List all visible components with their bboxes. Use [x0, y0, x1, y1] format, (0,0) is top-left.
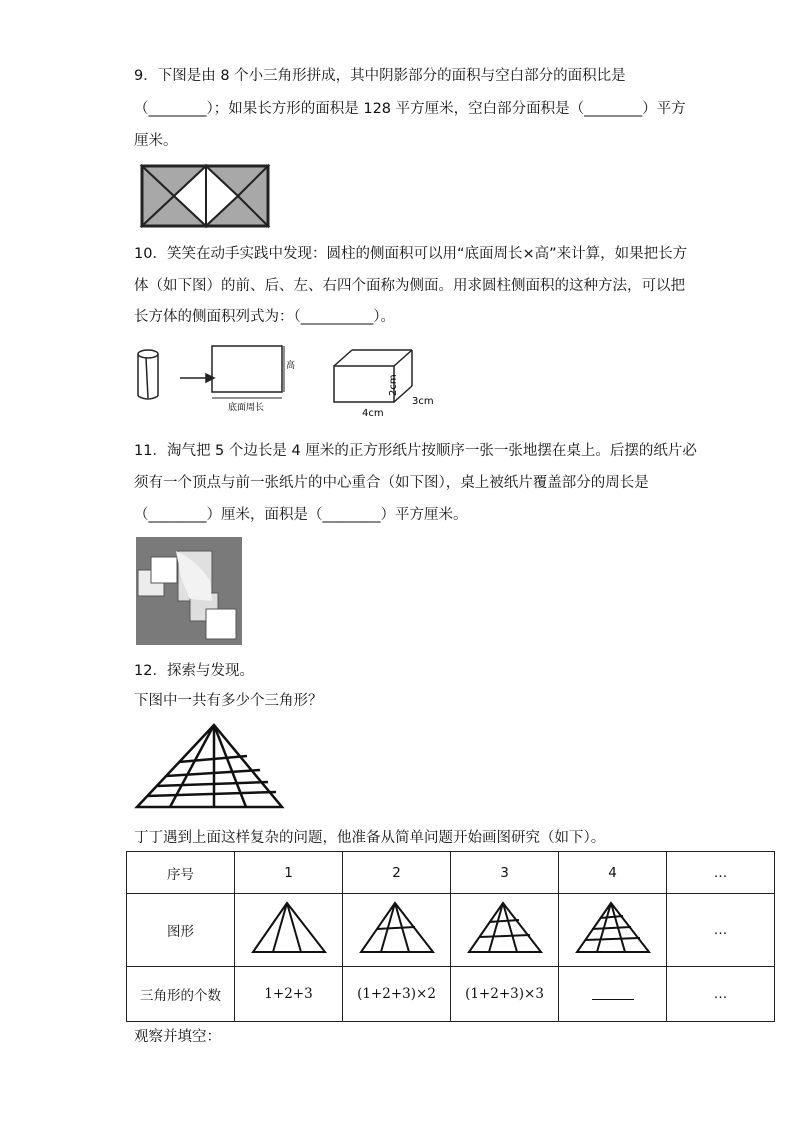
q10-line-2: 体（如下图）的前、后、左、右四个面称为侧面。用求圆柱侧面积的这种方法，可以把	[134, 278, 685, 294]
table-count-2: (1+2+3)×2	[343, 967, 451, 1022]
q10-dim-width: 3cm	[412, 396, 434, 407]
q9-rectangle-figure	[138, 162, 272, 230]
table-index-2: 2	[343, 852, 451, 894]
q10-dim-length: 4cm	[362, 408, 384, 419]
q12-research-table	[126, 851, 775, 1022]
table-count-1: 1+2+3	[235, 967, 343, 1022]
table-row	[127, 967, 775, 1022]
table-figure-3	[451, 894, 559, 967]
table-header-index-label: 序号	[127, 852, 235, 894]
table-figure-ellipsis: …	[667, 894, 775, 967]
table-figure-1	[235, 894, 343, 967]
table-figure-4	[559, 894, 667, 967]
q11-line-3: （________）厘米，面积是（________）平方厘米。	[134, 507, 468, 523]
q9-line-3: 厘米。	[134, 133, 178, 149]
q12-big-triangle-figure	[134, 722, 286, 810]
q11-paper-squares-figure	[136, 537, 242, 645]
table-row	[127, 852, 775, 894]
q10-unrolled-rectangle	[212, 346, 282, 392]
q9-line-1: 9．下图是由 8 个小三角形拼成，其中阴影部分的面积与空白部分的面积比是	[134, 68, 626, 84]
table-count-4-blank[interactable]	[559, 967, 667, 1022]
q12-observe: 观察并填空：	[134, 1029, 221, 1045]
q11-square-2	[151, 557, 177, 583]
q10-open-cylinder	[138, 350, 158, 399]
q12-intro: 丁丁遇到上面这样复杂的问题，他准备从简单问题开始画图研究（如下）。	[134, 830, 606, 846]
answer-blank[interactable]	[592, 985, 634, 1000]
q12-question: 下图中一共有多少个三角形？	[134, 693, 323, 709]
q10-dim-height: 2cm	[388, 374, 399, 396]
q10-cuboid	[334, 350, 412, 402]
q12-title: 12．探索与发现。	[134, 663, 254, 679]
q9-line-2: （________）；如果长方形的面积是 128 平方厘米，空白部分面积是（________）平方	[134, 101, 686, 117]
table-figure-label: 图形	[127, 894, 235, 967]
q11-square-5	[206, 609, 236, 639]
q10-line-3: 长方体的侧面积列式为：（__________）。	[134, 309, 395, 325]
q10-base-perimeter-label: 底面周长	[228, 403, 265, 413]
q11-line-1: 11．淘气把 5 个边长是 4 厘米的正方形纸片按顺序一张一张地摆在桌上。后摆的纸片必	[134, 443, 697, 459]
q11-line-2: 须有一个顶点与前一张纸片的中心重合（如下图），桌上被纸片覆盖部分的周长是	[134, 475, 649, 491]
table-row	[127, 894, 775, 967]
q10-figure	[134, 338, 474, 422]
table-index-ellipsis: …	[667, 852, 775, 894]
table-count-label: 三角形的个数	[127, 967, 235, 1022]
table-index-1: 1	[235, 852, 343, 894]
q10-height-label: 高	[286, 361, 296, 371]
table-figure-2	[343, 894, 451, 967]
table-index-4: 4	[559, 852, 667, 894]
q10-line-1: 10．笑笑在动手实践中发现：圆柱的侧面积可以用“底面周长×高”来计算，如果把长方	[134, 246, 688, 262]
table-index-3: 3	[451, 852, 559, 894]
table-count-3: (1+2+3)×3	[451, 967, 559, 1022]
table-count-ellipsis: …	[667, 967, 775, 1022]
